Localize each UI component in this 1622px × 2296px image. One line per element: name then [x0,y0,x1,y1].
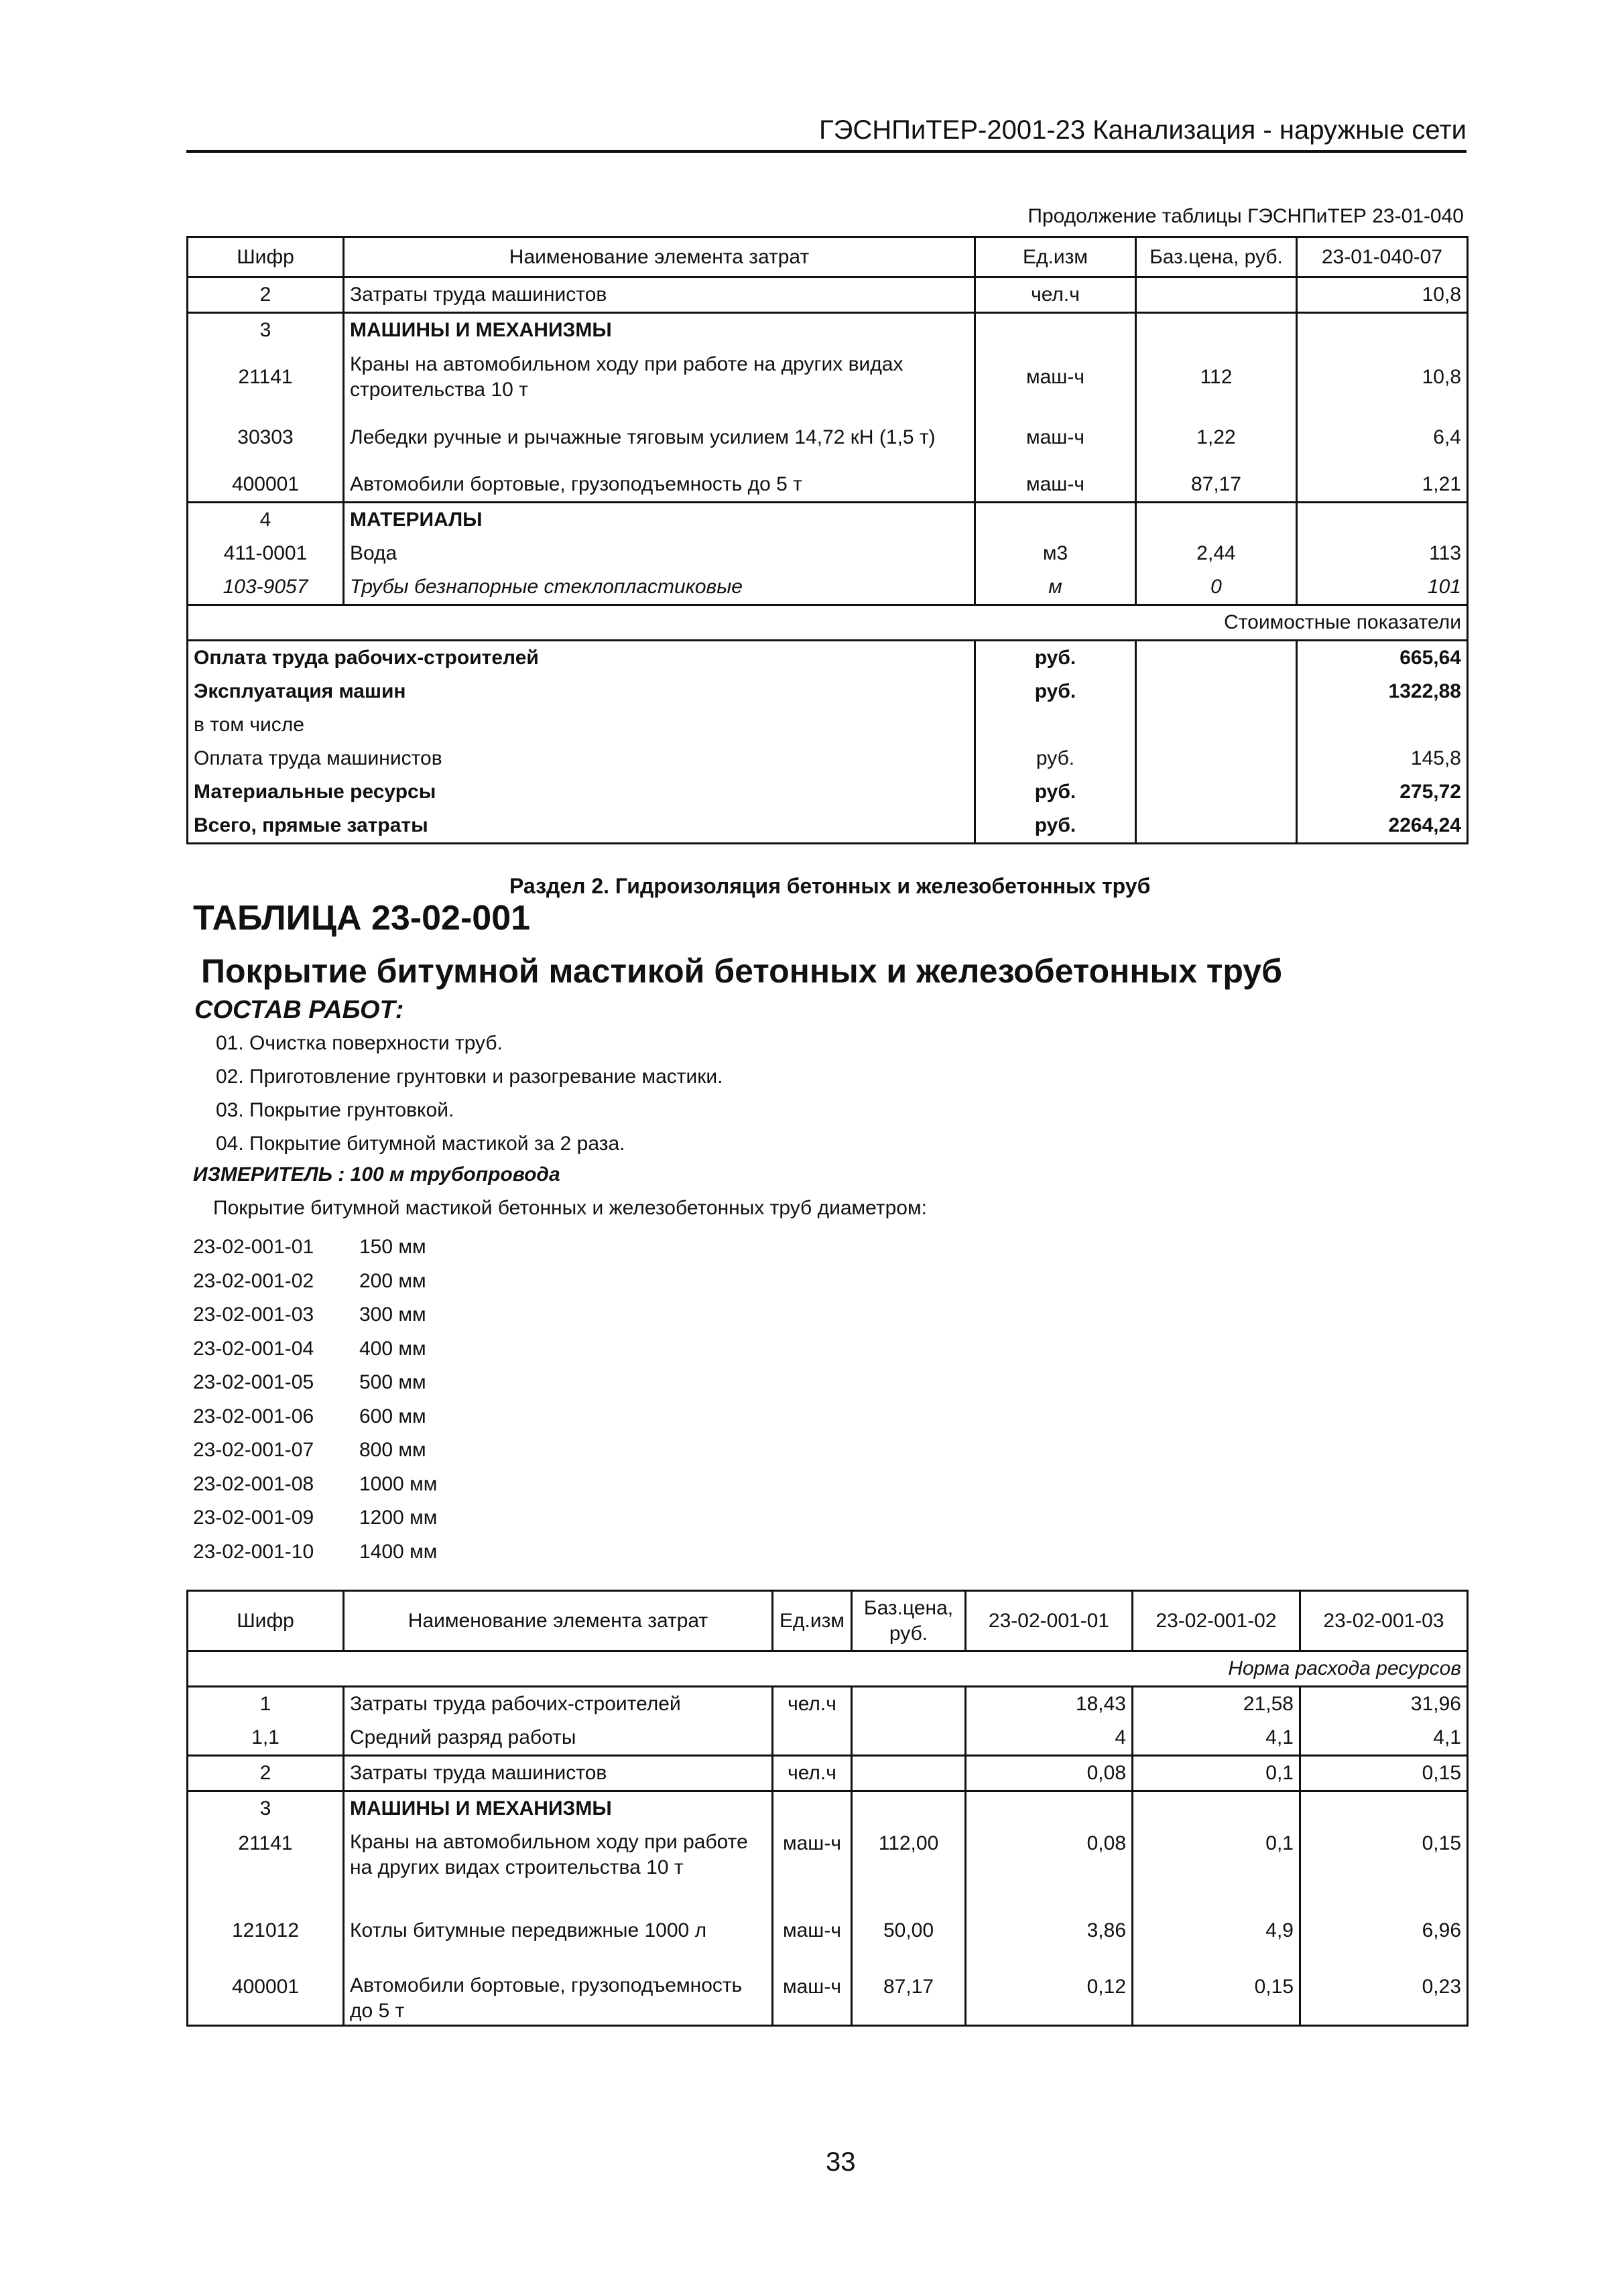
work-item: 03. Покрытие грунтовкой. [216,1099,454,1121]
cost-empty [1136,708,1297,742]
row-value: 0,08 [966,1756,1133,1791]
diameter-code: 23-02-001-02 [193,1269,314,1292]
row-price: 0 [1136,570,1297,605]
row-unit: маш-ч [975,347,1136,407]
row-value: 101 [1297,570,1468,605]
cost-value: 1322,88 [1297,675,1468,708]
row-price: 112 [1136,347,1297,407]
cost-unit: руб. [975,675,1136,708]
column-header: 23-02-001-01 [966,1591,1133,1651]
column-header: Ед.изм [975,237,1136,277]
row-price: 1,22 [1136,407,1297,468]
row-value: 4,1 [1300,1721,1468,1756]
row-name: МАШИНЫ И МЕХАНИЗМЫ [344,1791,773,1826]
row-name: Затраты труда машинистов [344,277,975,313]
cost-name: в том числе [188,708,975,742]
diameter-size: 800 мм [359,1439,426,1461]
row-price [1136,277,1297,313]
cost-value: 665,64 [1297,641,1468,676]
row-name: Затраты труда машинистов [344,1756,773,1791]
diameter-size: 400 мм [359,1337,426,1360]
cost-empty [1136,675,1297,708]
works-list [216,1027,723,1161]
table-row [188,537,1468,570]
table-row [188,1721,1468,1756]
column-header: Шифр [188,237,344,277]
diameter-item [193,1265,437,1299]
row-code: 1,1 [188,1721,344,1756]
cost-header: Стоимостные показатели [188,605,1468,641]
row-value: 3,86 [966,1913,1133,1972]
cost-value: 2264,24 [1297,809,1468,844]
row-code: 30303 [188,407,344,468]
table-subtitle: Покрытие битумной мастикой бетонных и железобетонных труб [201,952,1282,990]
table-row [188,1972,1468,2025]
row-name: Трубы безнапорные стеклопластиковые [344,570,975,605]
table-row [188,1756,1468,1791]
row-unit: чел.ч [773,1756,852,1791]
cost-header-row [188,605,1468,641]
cost-row [188,641,1468,676]
diameter-code: 23-02-001-03 [193,1303,314,1326]
row-price: 2,44 [1136,537,1297,570]
table-row [188,277,1468,313]
diameter-code: 23-02-001-07 [193,1439,314,1461]
row-value [1133,1791,1300,1826]
column-header: Наименование элемента затрат [344,237,975,277]
row-price: 50,00 [852,1913,966,1972]
row-unit: маш-ч [975,468,1136,503]
table-row [188,313,1468,348]
meter [193,1163,560,1186]
row-value: 0,1 [1133,1756,1300,1791]
row-value: 4 [966,1721,1133,1756]
cost-unit: руб. [975,641,1136,676]
row-value [966,1791,1133,1826]
row-code: 2 [188,277,344,313]
work-item: 01. Очистка поверхности труб. [216,1032,503,1054]
row-unit: м [975,570,1136,605]
row-price [852,1721,966,1756]
row-code: 103-9057 [188,570,344,605]
norm-header: Норма расхода ресурсов [188,1651,1468,1687]
column-header: 23-02-001-02 [1133,1591,1300,1651]
row-name: МАШИНЫ И МЕХАНИЗМЫ [344,313,975,348]
header-rule [186,150,1467,153]
row-value: 0,15 [1300,1826,1468,1913]
diameter-item [193,1298,437,1332]
row-code: 21141 [188,1826,344,1913]
row-unit [773,1721,852,1756]
diameter-code: 23-02-001-05 [193,1371,314,1393]
row-value [1297,503,1468,537]
cost-unit: руб. [975,809,1136,844]
row-value: 1,21 [1297,468,1468,503]
diameter-item [193,1433,437,1468]
row-value: 113 [1297,537,1468,570]
table-row [188,347,1468,407]
row-price [1136,313,1297,348]
cost-name: Материальные ресурсы [188,775,975,809]
row-price [852,1687,966,1722]
row-code: 400001 [188,1972,344,2025]
table-row [188,407,1468,468]
diameter-size: 1400 мм [359,1540,438,1563]
row-name: Краны на автомобильном ходу при работе на других видах строительства 10 т [344,347,975,407]
cost-unit [975,708,1136,742]
cost-value: 145,8 [1297,742,1468,775]
cost-name: Оплата труда рабочих-строителей [188,641,975,676]
table-row [188,570,1468,605]
row-price [852,1756,966,1791]
row-code: 2 [188,1756,344,1791]
row-unit: маш-ч [773,1913,852,1972]
column-header: Баз.цена, руб. [852,1591,966,1651]
row-price [852,1791,966,1826]
diameter-code: 23-02-001-04 [193,1337,314,1360]
diameter-item [193,1535,437,1570]
row-name: Котлы битумные передвижные 1000 л [344,1913,773,1972]
row-value: 21,58 [1133,1687,1300,1722]
row-value: 0,1 [1133,1826,1300,1913]
row-code: 1 [188,1687,344,1722]
row-value: 0,15 [1133,1972,1300,2025]
row-name: Краны на автомобильном ходу при работе на других видах строительства 10 т [344,1826,773,1913]
cost-empty [1136,775,1297,809]
row-value: 10,8 [1297,347,1468,407]
row-value: 0,23 [1300,1972,1468,2025]
row-name: Автомобили бортовые, грузоподъемность до 5 т [344,1972,773,2025]
diameter-item [193,1468,437,1502]
row-price: 87,17 [852,1972,966,2025]
row-code: 4 [188,503,344,537]
row-unit: м3 [975,537,1136,570]
diameter-size: 150 мм [359,1236,426,1258]
row-name: МАТЕРИАЛЫ [344,503,975,537]
meter-value: 100 м трубопровода [350,1163,560,1186]
diameter-size: 600 мм [359,1405,426,1427]
table2-header-row [188,1591,1468,1651]
page-header-title: ГЭСНПиТЕР-2001-23 Канализация - наружные сети [818,115,1467,145]
row-unit: чел.ч [773,1687,852,1722]
table2 [186,1590,1469,2027]
row-code: 21141 [188,347,344,407]
row-unit [975,503,1136,537]
cost-empty [1136,742,1297,775]
row-name: Автомобили бортовые, грузоподъемность до 5 т [344,468,975,503]
page-number: 33 [826,2147,856,2177]
cost-value: 275,72 [1297,775,1468,809]
cost-name: Эксплуатация машин [188,675,975,708]
cost-empty [1136,641,1297,676]
row-value: 31,96 [1300,1687,1468,1722]
cost-row [188,742,1468,775]
diameter-code: 23-02-001-06 [193,1405,314,1427]
diameter-item [193,1501,437,1535]
diameter-size: 1200 мм [359,1507,438,1529]
row-unit: маш-ч [773,1972,852,2025]
cost-name: Всего, прямые затраты [188,809,975,844]
row-value: 4,1 [1133,1721,1300,1756]
table1-header-row [188,237,1468,277]
table1 [186,236,1469,844]
section-title: Раздел 2. Гидроизоляция бетонных и железобетонных труб [509,874,1151,898]
row-value: 18,43 [966,1687,1133,1722]
table1-caption: Продолжение таблицы ГЭСНПиТЕР 23-01-040 [1027,205,1464,227]
diameter-item [193,1332,437,1366]
cost-unit: руб. [975,742,1136,775]
row-code: 3 [188,313,344,348]
diameter-code: 23-02-001-10 [193,1540,314,1563]
row-code: 121012 [188,1913,344,1972]
table-row [188,1687,1468,1722]
diameter-note: Покрытие битумной мастикой бетонных и железобетонных труб диаметром: [213,1197,927,1219]
diameter-item [193,1366,437,1400]
cost-empty [1136,809,1297,844]
column-header: Баз.цена, руб. [1136,237,1297,277]
row-code: 411-0001 [188,537,344,570]
row-value: 4,9 [1133,1913,1300,1972]
diameter-code: 23-02-001-09 [193,1507,314,1529]
column-header: Наименование элемента затрат [344,1591,773,1651]
row-price: 112,00 [852,1826,966,1913]
norm-header-row [188,1651,1468,1687]
work-item: 04. Покрытие битумной мастикой за 2 раза. [216,1133,625,1155]
row-value [1297,313,1468,348]
row-value: 6,96 [1300,1913,1468,1972]
column-header: 23-01-040-07 [1297,237,1468,277]
cost-row [188,675,1468,708]
column-header: Шифр [188,1591,344,1651]
diameter-code: 23-02-001-08 [193,1472,314,1495]
meter-label: ИЗМЕРИТЕЛЬ : [193,1163,345,1186]
diameter-item [193,1400,437,1434]
row-value: 0,08 [966,1826,1133,1913]
table-row [188,1826,1468,1913]
row-unit: чел.ч [975,277,1136,313]
cost-row [188,809,1468,844]
row-name: Вода [344,537,975,570]
column-header: Ед.изм [773,1591,852,1651]
cost-row [188,775,1468,809]
row-name: Лебедки ручные и рычажные тяговым усилием 14,72 кН (1,5 т) [344,407,975,468]
table-row [188,503,1468,537]
row-value: 10,8 [1297,277,1468,313]
column-header: 23-02-001-03 [1300,1591,1468,1651]
row-value [1300,1791,1468,1826]
row-name: Средний разряд работы [344,1721,773,1756]
row-unit [975,313,1136,348]
row-value: 0,15 [1300,1756,1468,1791]
row-name: Затраты труда рабочих-строителей [344,1687,773,1722]
row-value: 6,4 [1297,407,1468,468]
cost-value [1297,708,1468,742]
diameter-item [193,1230,437,1265]
diameter-size: 500 мм [359,1371,426,1393]
diameter-code: 23-02-001-01 [193,1236,314,1258]
work-item: 02. Приготовление грунтовки и разогревание мастики. [216,1066,723,1088]
row-unit: маш-ч [975,407,1136,468]
row-code: 400001 [188,468,344,503]
diameter-size: 200 мм [359,1269,426,1292]
works-heading: СОСТАВ РАБОТ: [194,996,404,1024]
table-row [188,1913,1468,1972]
table-row [188,1791,1468,1826]
diameter-size: 300 мм [359,1303,426,1326]
table-row [188,468,1468,503]
cost-unit: руб. [975,775,1136,809]
row-price: 87,17 [1136,468,1297,503]
row-unit [773,1791,852,1826]
cost-name: Оплата труда машинистов [188,742,975,775]
row-code: 3 [188,1791,344,1826]
diameter-list [193,1230,437,1569]
table-name: ТАБЛИЦА 23-02-001 [193,899,531,938]
row-value: 0,12 [966,1972,1133,2025]
diameter-size: 1000 мм [359,1472,438,1495]
row-unit: маш-ч [773,1826,852,1913]
cost-row [188,708,1468,742]
row-price [1136,503,1297,537]
